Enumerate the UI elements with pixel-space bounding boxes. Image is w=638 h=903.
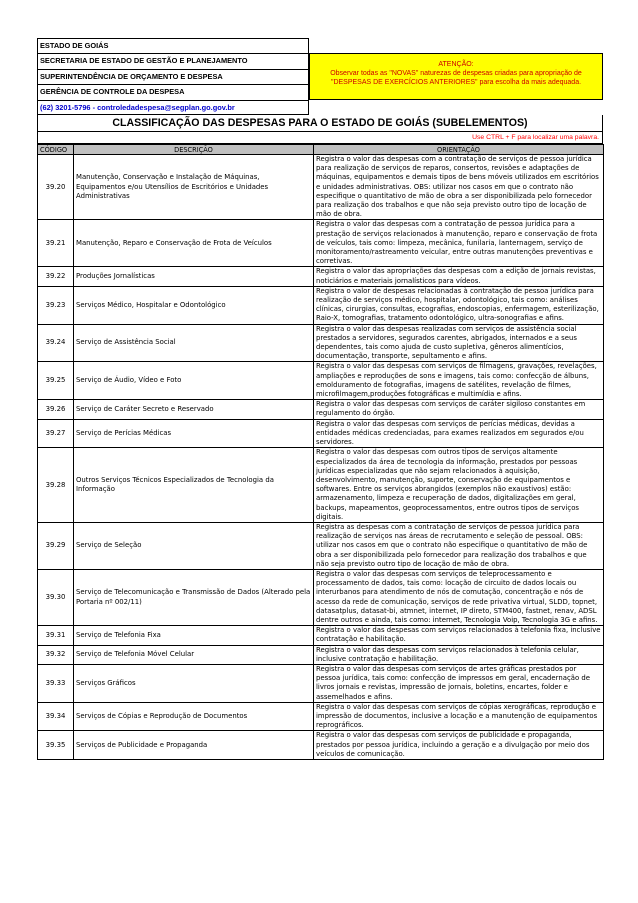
attention-notice [309, 53, 603, 99]
row-orientation: Registra o valor das despesas com serviços relacionados à telefonia celular, inclusive contratação e habilitação. [314, 645, 604, 664]
page-title: CLASSIFICAÇÃO DAS DESPESAS PARA O ESTADO DE GOIÁS (SUBELEMENTOS) [37, 115, 603, 132]
institution-block [37, 38, 309, 115]
row-code: 39.28 [38, 448, 74, 523]
table-row [38, 286, 604, 324]
row-description: Outros Serviços Técnicos Especializados de Tecnologia da Informação [74, 448, 314, 523]
row-orientation: Registra o valor das despesas com serviços de publicidade e propaganda, prestados por pessoa jurídica, incluindo a geração e a divulgação por meio dos veículos de comunicação. [314, 731, 604, 760]
row-description: Serviços de Cópias e Reprodução de Documentos [74, 702, 314, 731]
notice-line-2: "DESPESAS DE EXERCÍCIOS ANTERIORES" para escolha da mais adequada. [330, 79, 582, 87]
row-code: 39.29 [38, 522, 74, 569]
row-code: 39.35 [38, 731, 74, 760]
table-row [38, 731, 604, 760]
table-row [38, 155, 604, 220]
row-description: Manutenção, Conservação e Instalação de Máquinas, Equipamentos e/ou Utensílios de Escritórios e Unidades Administrativas [74, 155, 314, 220]
column-header-orientation: ORIENTAÇÃO [314, 145, 604, 155]
row-orientation: Registra o valor das apropriações das despesas com a edição de jornais revistas, noticiários e materiais jornalísticos para vídeos. [314, 267, 604, 286]
classification-table [37, 144, 604, 760]
row-code: 39.30 [38, 569, 74, 625]
row-description: Manutenção, Reparo e Conservação de Frota de Veículos [74, 220, 314, 267]
table-row [38, 324, 604, 362]
row-description: Produções Jornalísticas [74, 267, 314, 286]
table-row [38, 626, 604, 645]
row-code: 39.22 [38, 267, 74, 286]
document-header [37, 38, 603, 115]
department-name: GERÊNCIA DE CONTROLE DA DESPESA [37, 84, 309, 99]
row-code: 39.34 [38, 702, 74, 731]
row-code: 39.26 [38, 400, 74, 419]
row-description: Serviço de Telefonia Fixa [74, 626, 314, 645]
row-orientation: Registra o valor das despesas com serviços de caráter sigiloso constantes em regulamento do órgão. [314, 400, 604, 419]
table-row [38, 267, 604, 286]
notice-line-1: Observar todas as "NOVAS" naturezas de despesas criadas para apropriação de [330, 70, 582, 78]
table-row [38, 569, 604, 625]
row-code: 39.21 [38, 220, 74, 267]
row-code: 39.31 [38, 626, 74, 645]
row-description: Serviço de Perícias Médicas [74, 419, 314, 448]
row-description: Serviço de Seleção [74, 522, 314, 569]
row-orientation: Registra o valor das despesas com a contratação de serviços de pessoa jurídica para realização de serviços de reparos, consertos, revisões e adaptações de máquinas, equipamentos e demais tipos de bens móveis utilizados em escritórios e unidades administrativas. OBS: utilizar nos casos em que o contrato não especifique o quantitativo de mão de obra a ser disponibilizada pelo fornecedor para realização dos trabalhos e que não seja previsto outro tipo de locação de mão de obra. [314, 155, 604, 220]
table-row [38, 645, 604, 664]
table-row [38, 220, 604, 267]
row-code: 39.25 [38, 362, 74, 400]
row-orientation: Registra o valor de despesas relacionadas à contratação de pessoa jurídica para realização de serviços médico, hospitalar, odontológico, tais como: análises clínicas, cirurgias, consultas, ecografias, endoscopias, enfermagem, esterilização, Raio-X, tomografias, tratamento odontológico, ultra-sonografias e afins. [314, 286, 604, 324]
row-description: Serviços Gráficos [74, 664, 314, 702]
table-row [38, 702, 604, 731]
contact-info[interactable]: (62) 3201-5796 - controledadespesa@segplan.go.gov.br [37, 100, 309, 115]
row-orientation: Registra o valor das despesas com serviços de filmagens, gravações, revelações, ampliações e reproduções de sons e imagens, tais como: confecção de álbuns, emolduramento de fotografias, imagens de satélites, revelação de filmes, microfilmagem,produções fotográficas e multimídia e afins. [314, 362, 604, 400]
row-description: Serviço de Telefonia Móvel Celular [74, 645, 314, 664]
table-row [38, 522, 604, 569]
row-description: Serviços de Publicidade e Propaganda [74, 731, 314, 760]
row-orientation: Registra o valor das despesas com serviços de artes gráficas prestados por pessoa jurídica, tais como: confecção de impressos em geral, encadernação de livros jornais e revistas, impressão de jornais, boletins, encartes, folder e assemelhados e afins. [314, 664, 604, 702]
row-code: 39.32 [38, 645, 74, 664]
row-description: Serviços Médico, Hospitalar e Odontológico [74, 286, 314, 324]
row-orientation: Registra o valor das despesas com serviços de perícias médicas, devidas a entidades médicas credenciadas, para exames realizados em segurados e/ou servidores. [314, 419, 604, 448]
row-description: Serviço de Áudio, Vídeo e Foto [74, 362, 314, 400]
row-orientation: Registra o valor das despesas realizadas com serviços de assistência social prestados a servidores, segurados carentes, abrigados, internados e a seus dependentes, tais como ajuda de custo supletiva, gêneros alimentícios, documentação, transporte, sepultamento e afins. [314, 324, 604, 362]
row-orientation: Registra o valor das despesas com serviços de teleprocessamento e processamento de dados, tais como: locação de circuito de dados locais ou interurbanos para atendimento de nós de comutação, concentração e nós de acesso da rede de comunicação, serviços de rede privativa virtual, SLDD, topnet, datasatplus, datasat-bi, atmnet, internet, IP direto, STM400, fastnet, renav, ADSL dentre outros e ainda, tais como: internet, Tecnologia Voip, Tecnologia 3G e afins. [314, 569, 604, 625]
superintendence-name: SUPERINTENDÊNCIA DE ORÇAMENTO E DESPESA [37, 69, 309, 84]
table-header-row [38, 145, 604, 155]
secretariat-name: SECRETARIA DE ESTADO DE GESTÃO E PLANEJAMENTO [37, 53, 309, 68]
notice-title: ATENÇÃO: [438, 61, 474, 69]
row-code: 39.23 [38, 286, 74, 324]
row-code: 39.24 [38, 324, 74, 362]
row-code: 39.27 [38, 419, 74, 448]
row-description: Serviço de Telecomunicação e Transmissão de Dados (Alterado pela Portaria nº 002/11) [74, 569, 314, 625]
row-orientation: Registra o valor das despesas com outros tipos de serviços altamente especializados da área de tecnologia da informação, prestados por pessoas jurídicas especializadas que não sejam relacionados à aquisição, desenvolvimento, manutenção, suporte, conservação de equipamentos e softwares. Entre os serviços abrangidos (exemplos não exaustivos) estão: armazenamento, limpeza e recuperação de dados, digitalizações em geral, backups, mapeamentos, geoprocessamentos, entre outros tipos de serviços digitais. [314, 448, 604, 523]
table-row [38, 419, 604, 448]
table-row [38, 362, 604, 400]
state-name: ESTADO DE GOIÁS [37, 38, 309, 53]
table-row [38, 400, 604, 419]
row-code: 39.20 [38, 155, 74, 220]
row-description: Serviço de Caráter Secreto e Reservado [74, 400, 314, 419]
row-code: 39.33 [38, 664, 74, 702]
row-orientation: Registra as despesas com a contratação de serviços de pessoa jurídica para realização de serviços nas áreas de recrutamento e seleção de pessoal. OBS: utilizar nos casos em que o contrato não especifique o quantitativo de mão de obra a ser disponibilizada pelo fornecedor para realização dos trabalhos e que não seja previsto outro tipo de locação de mão de obra. [314, 522, 604, 569]
column-header-description: DESCRIÇÃO [74, 145, 314, 155]
column-header-code: CÓDIGO [38, 145, 74, 155]
table-row [38, 664, 604, 702]
search-hint: Use CTRL + F para localizar uma palavra. [37, 132, 603, 144]
row-orientation: Registra o valor das despesas com serviços de cópias xerográficas, reprodução e impressão de documentos, inclusive a locação e a manutenção de equipamentos reprográficos. [314, 702, 604, 731]
row-orientation: Registra o valor das despesas com serviços relacionados à telefonia fixa, inclusive contratação e habilitação. [314, 626, 604, 645]
table-row [38, 448, 604, 523]
row-orientation: Registra o valor das despesas com a contratação de pessoa jurídica para a prestação de serviços relacionados à manutenção, reparo e conservação de frota de veículos, tais como: limpeza, mecânica, funilaria, lanternagem, serviço de monitoramento/rastreamento veicular, entre outras manutenções preventivas e corretivas. [314, 220, 604, 267]
row-description: Serviço de Assistência Social [74, 324, 314, 362]
